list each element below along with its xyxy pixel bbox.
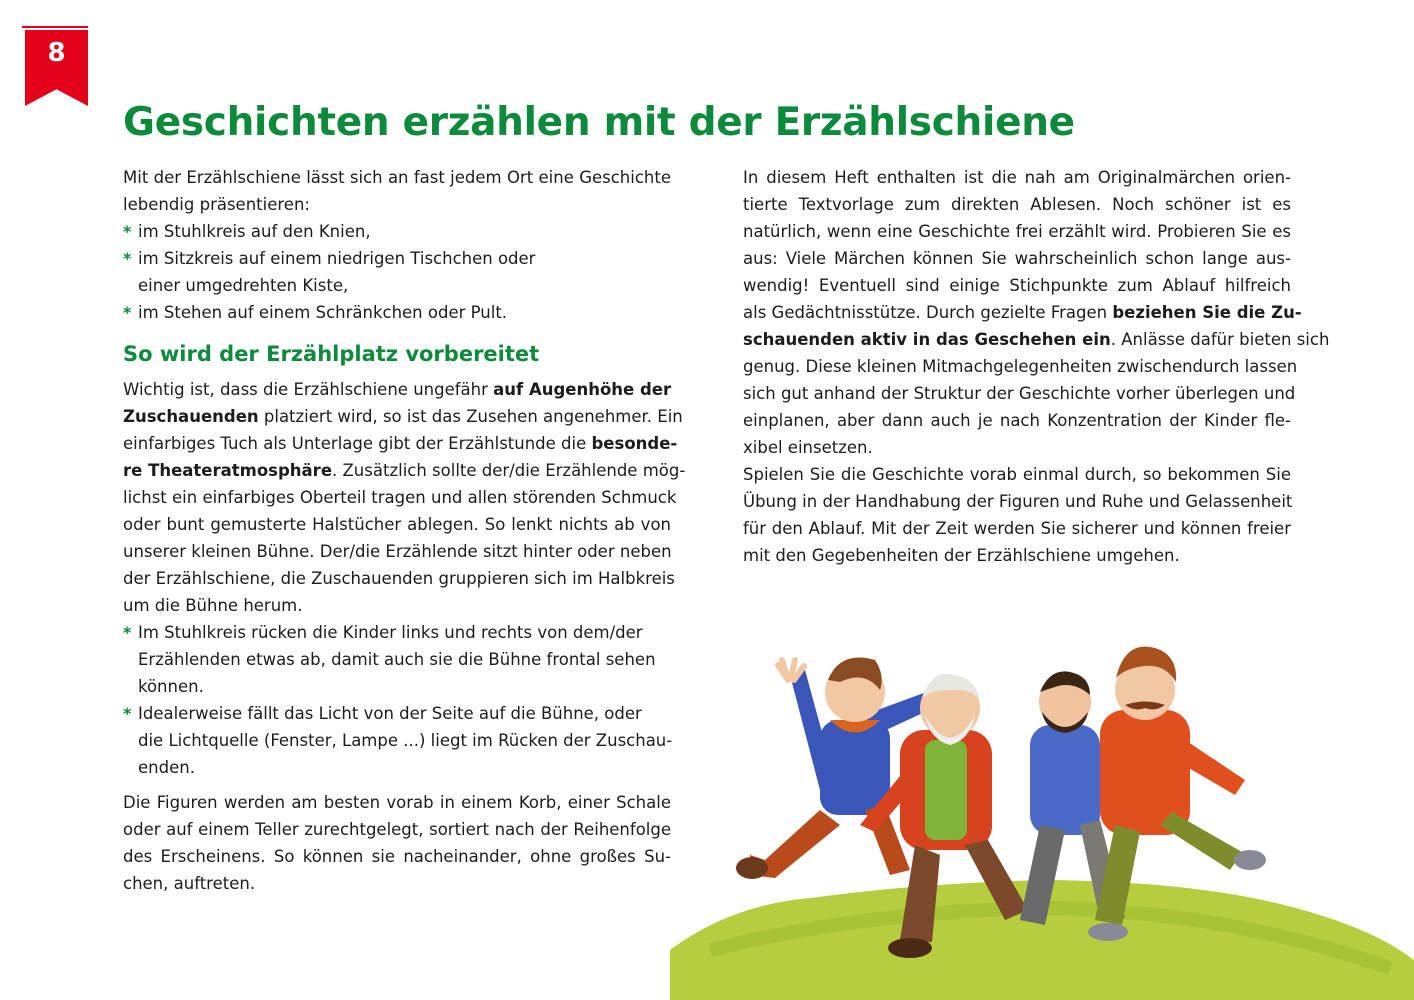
asterisk-bullet-icon: * bbox=[123, 623, 132, 642]
paragraph-line: tierte Textvorlage zum direkten Ablesen. Noch schöner ist es bbox=[743, 195, 1291, 214]
intro-line: Mit der Erzählschiene lässt sich an fast jedem Ort eine Geschichte bbox=[123, 168, 671, 187]
paragraph-line: In diesem Heft enthalten ist die nah am Originalmärchen orien- bbox=[743, 168, 1291, 187]
asterisk-bullet-icon: * bbox=[123, 704, 132, 723]
section-list-item-cont: Erzählenden etwas ab, damit auch sie die Bühne frontal sehen bbox=[138, 650, 656, 669]
asterisk-bullet-icon: * bbox=[123, 249, 132, 268]
paragraph-line: mit den Gegebenheiten der Erzählschiene umgehen. bbox=[743, 546, 1180, 565]
page-title: Geschichten erzählen mit der Erzählschiene bbox=[123, 100, 1075, 145]
paragraph-line: unserer kleinen Bühne. Der/die Erzählende sitzt hinter oder neben bbox=[123, 542, 672, 561]
intro-list-item: * im Stuhlkreis auf den Knien, bbox=[123, 218, 671, 245]
section-list-item: * Im Stuhlkreis rücken die Kinder links und rechts von dem/der bbox=[123, 619, 671, 646]
closing-paragraph bbox=[123, 789, 671, 897]
paragraph-line: Spielen Sie die Geschichte vorab einmal durch, so bekommen Sie bbox=[743, 465, 1291, 484]
paragraph-line: Zuschauenden platziert wird, so ist das Zusehen angenehmer. Ein bbox=[123, 407, 683, 426]
intro-block bbox=[123, 164, 671, 326]
section-list-item-cont: können. bbox=[138, 677, 204, 696]
paragraph-line: re Theateratmosphäre. Zusätzlich sollte der/die Erzählende mög- bbox=[123, 461, 686, 480]
paragraph-line: chen, auftreten. bbox=[123, 874, 256, 893]
paragraph-line: genug. Diese kleinen Mitmachgelegenheiten zwischendurch lassen bbox=[743, 357, 1298, 376]
paragraph-line: oder auf einem Teller zurechtgelegt, sortiert nach der Reihenfolge bbox=[123, 820, 671, 839]
paragraph-line: oder bunt gemusterte Halstücher ablegen. So lenkt nichts ab von bbox=[123, 515, 671, 534]
page-number: 8 bbox=[47, 38, 66, 68]
asterisk-bullet-icon: * bbox=[123, 303, 132, 322]
section-body bbox=[123, 376, 686, 781]
paragraph-line: Die Figuren werden am besten vorab in einem Korb, einer Schale bbox=[123, 793, 671, 812]
paragraph-line: für den Ablauf. Mit der Zeit werden Sie sicherer und können freier bbox=[743, 519, 1291, 538]
paragraph-line: des Erscheinens. So können sie nacheinander, ohne großes Su- bbox=[123, 847, 671, 866]
section-list-item-cont: die Lichtquelle (Fenster, Lampe ...) liegt im Rücken der Zuschau- bbox=[138, 731, 673, 750]
paragraph-line: schauenden aktiv in das Geschehen ein. Anlässe dafür bieten sich bbox=[743, 330, 1330, 349]
paragraph-line: xibel einsetzen. bbox=[743, 438, 873, 457]
paragraph-line: sich gut anhand der Struktur der Geschichte vorher überlegen und bbox=[743, 384, 1296, 403]
paragraph-line: Wichtig ist, dass die Erzählschiene ungefähr auf Augenhöhe der bbox=[123, 380, 672, 399]
intro-list-item-cont: einer umgedrehten Kiste, bbox=[138, 276, 349, 295]
asterisk-bullet-icon: * bbox=[123, 222, 132, 241]
paragraph-line: einfarbiges Tuch als Unterlage gibt der Erzählstunde die besonde- bbox=[123, 434, 678, 453]
intro-list-item: * im Stehen auf einem Schränkchen oder Pult. bbox=[123, 299, 671, 326]
paragraph-line: lichst ein einfarbiges Oberteil tragen und allen störenden Schmuck bbox=[123, 488, 677, 507]
paragraph-line: als Gedächtnisstütze. Durch gezielte Fragen beziehen Sie die Zu- bbox=[743, 303, 1302, 322]
paragraph-line: Übung in der Handhabung der Figuren und Ruhe und Gelassenheit bbox=[743, 492, 1293, 511]
section-heading: So wird der Erzählplatz vorbereitet bbox=[123, 342, 540, 366]
section-list-item-cont: enden. bbox=[138, 758, 195, 777]
right-column bbox=[743, 164, 1330, 569]
paragraph-line: der Erzählschiene, die Zuschauenden gruppieren sich im Halbkreis bbox=[123, 569, 675, 588]
intro-list-item: * im Sitzkreis auf einem niedrigen Tischchen oder bbox=[123, 245, 671, 272]
paragraph-line: natürlich, wenn eine Geschichte frei erzählt wird. Probieren Sie es bbox=[743, 222, 1291, 241]
paragraph-line: wendig! Eventuell sind einige Stichpunkte zum Ablauf hilfreich bbox=[743, 276, 1291, 295]
section-list-item: * Idealerweise fällt das Licht von der Seite auf die Bühne, oder bbox=[123, 700, 671, 727]
paragraph-line: einplanen, aber dann auch je nach Konzentration der Kinder fle- bbox=[743, 411, 1291, 430]
paragraph-line: um die Bühne herum. bbox=[123, 596, 303, 615]
dancing-men-illustration bbox=[670, 620, 1414, 1000]
paragraph-line: aus: Viele Märchen können Sie wahrscheinlich schon lange aus- bbox=[743, 249, 1291, 268]
intro-line: lebendig präsentieren: bbox=[123, 195, 310, 214]
ribbon-rod bbox=[22, 26, 88, 28]
